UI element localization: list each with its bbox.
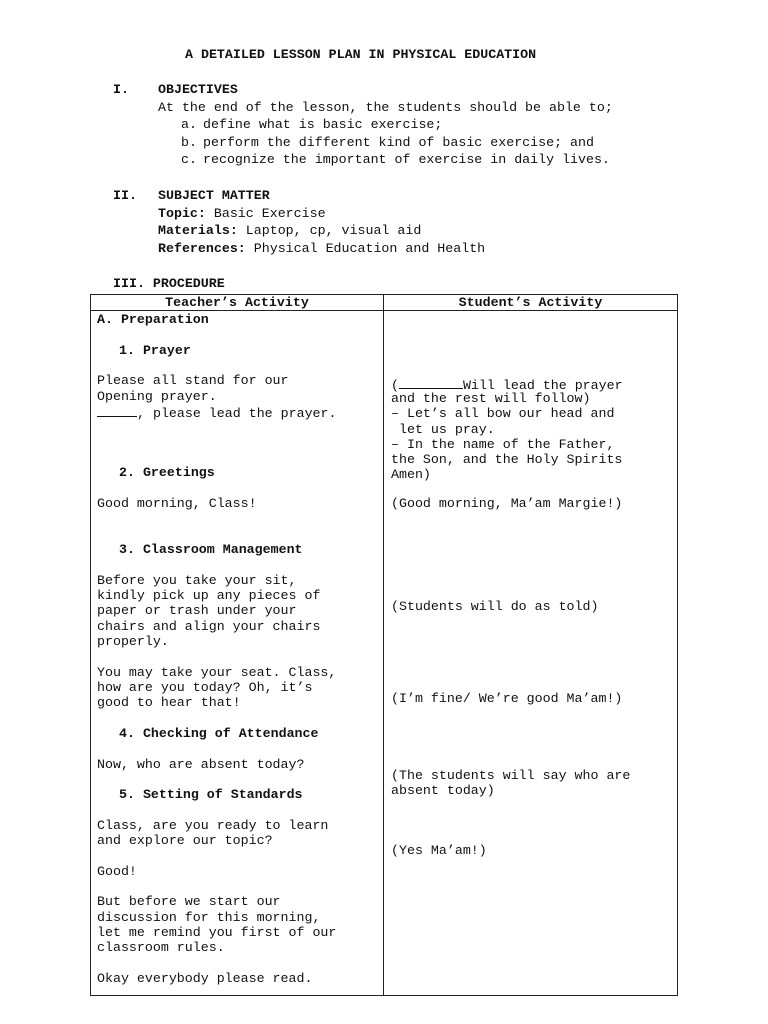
- prayer-text: , please lead the prayer.: [137, 406, 337, 421]
- student-prayer-text: Amen): [391, 467, 431, 482]
- objectives-numeral: I.: [113, 82, 129, 97]
- document-title: A DETAILED LESSON PLAN IN PHYSICAL EDUCATION: [185, 47, 537, 62]
- student-fine-reply: (I’m fine/ We’re good Ma’am!): [391, 691, 623, 706]
- rules-text: classroom rules.: [97, 940, 225, 955]
- prayer-text: Please all stand for our: [97, 373, 289, 388]
- attendance-text: Now, who are absent today?: [97, 757, 305, 772]
- objectives-heading: OBJECTIVES: [158, 82, 238, 97]
- classroom-text: Before you take your sit,: [97, 573, 297, 588]
- topic-line: [158, 206, 326, 222]
- references-line: [158, 241, 485, 257]
- standards-text: Class, are you ready to learn: [97, 818, 329, 833]
- procedure-heading: III. PROCEDURE: [113, 276, 225, 291]
- good-text: Good!: [97, 864, 137, 879]
- materials-line: [158, 223, 421, 239]
- student-greeting-reply: (Good morning, Ma’am Margie!): [391, 496, 623, 511]
- student-absent-reply: absent today): [391, 783, 495, 798]
- student-prayer-text: – Let’s all bow our head and: [391, 406, 615, 421]
- student-ready-reply: (Yes Ma’am!): [391, 843, 487, 858]
- subject-matter-numeral: II.: [113, 188, 137, 203]
- classroom-text: chairs and align your chairs: [97, 619, 321, 634]
- references-label: References:: [158, 241, 246, 256]
- read-text: Okay everybody please read.: [97, 971, 313, 986]
- classroom-text: paper or trash under your: [97, 603, 297, 618]
- prayer-heading: 1. Prayer: [119, 343, 191, 358]
- classroom-text: properly.: [97, 634, 169, 649]
- table-column-divider: [383, 295, 384, 995]
- student-prayer-text: the Son, and the Holy Spirits: [391, 452, 623, 467]
- prayer-text: Opening prayer.: [97, 389, 217, 404]
- student-prayer-text: (: [391, 378, 399, 393]
- greetings-heading: 2. Greetings: [119, 465, 215, 480]
- greetings-text: Good morning, Class!: [97, 496, 257, 511]
- classroom-text: kindly pick up any pieces of: [97, 588, 321, 603]
- objective-marker-c: c.: [181, 152, 197, 167]
- rules-text: discussion for this morning,: [97, 910, 321, 925]
- classroom-management-heading: 3. Classroom Management: [119, 542, 303, 557]
- objective-item-c: recognize the important of exercise in daily lives.: [203, 152, 610, 167]
- topic-label: Topic:: [158, 206, 206, 221]
- preparation-heading: A. Preparation: [97, 312, 209, 327]
- prayer-leader-line: [97, 404, 337, 422]
- objective-marker-a: a.: [181, 117, 197, 132]
- student-classroom-reply: (Students will do as told): [391, 599, 599, 614]
- materials-label: Materials:: [158, 223, 238, 238]
- objectives-intro: At the end of the lesson, the students should be able to;: [158, 100, 613, 115]
- name-blank: [399, 376, 463, 389]
- procedure-table: [90, 294, 678, 996]
- student-prayer-text: – In the name of the Father,: [391, 437, 615, 452]
- student-prayer-text: let us pray.: [391, 422, 495, 437]
- rules-text: let me remind you first of our: [97, 925, 337, 940]
- attendance-heading: 4. Checking of Attendance: [119, 726, 319, 741]
- student-activity-header: Student’s Activity: [458, 295, 603, 310]
- student-prayer-text: Will lead the prayer: [462, 378, 623, 393]
- objective-marker-b: b.: [181, 135, 197, 150]
- materials-value: Laptop, cp, visual aid: [237, 223, 422, 238]
- standards-heading: 5. Setting of Standards: [119, 787, 303, 802]
- objective-item-b: perform the different kind of basic exercise; and: [203, 135, 594, 150]
- seat-text: good to hear that!: [97, 695, 241, 710]
- seat-text: how are you today? Oh, it’s: [97, 680, 313, 695]
- rules-text: But before we start our: [97, 894, 281, 909]
- topic-value: Basic Exercise: [205, 206, 326, 221]
- name-blank: [97, 404, 137, 417]
- teacher-activity-header: Teacher’s Activity: [165, 295, 309, 310]
- student-prayer-text: and the rest will follow): [391, 391, 591, 406]
- standards-text: and explore our topic?: [97, 833, 273, 848]
- references-value: Physical Education and Health: [245, 241, 486, 256]
- seat-text: You may take your seat. Class,: [97, 665, 337, 680]
- objective-item-a: define what is basic exercise;: [203, 117, 443, 132]
- student-absent-reply: (The students will say who are: [391, 768, 631, 783]
- subject-matter-heading: SUBJECT MATTER: [158, 188, 270, 203]
